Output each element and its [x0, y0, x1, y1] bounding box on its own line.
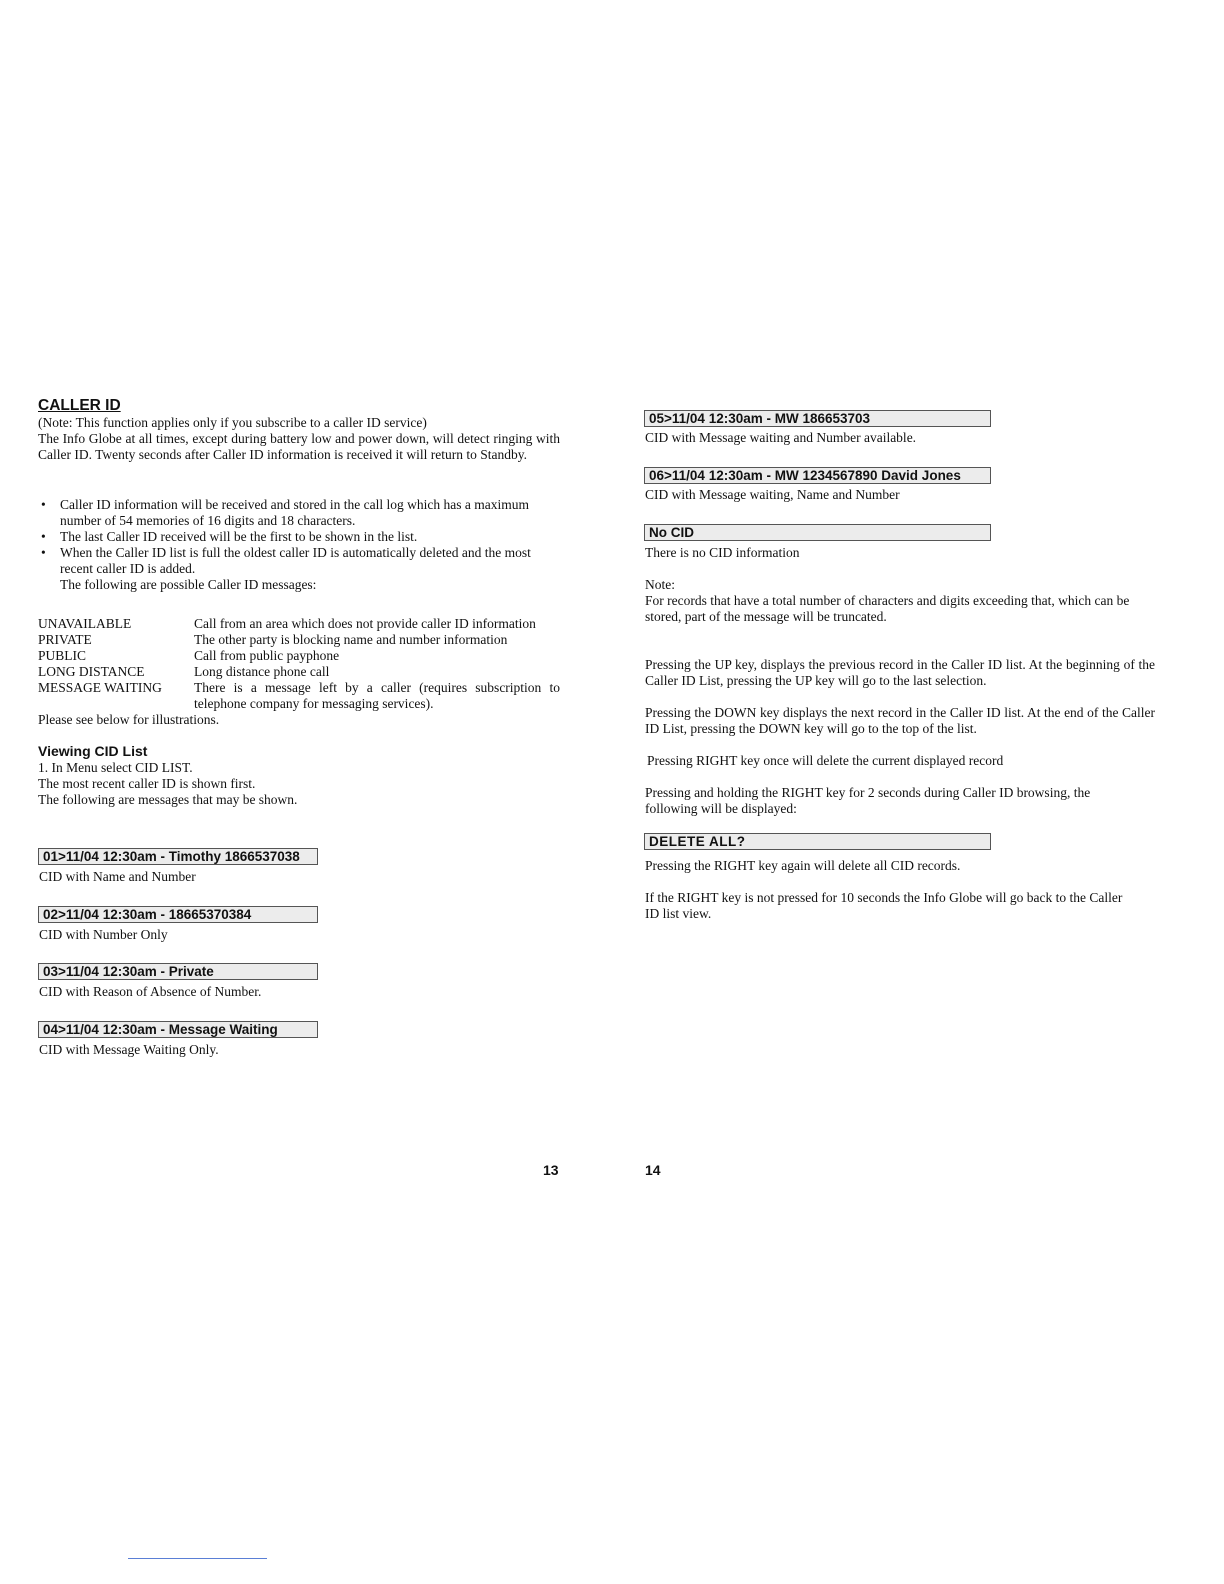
table-row	[38, 648, 560, 664]
viewing-line: 1. In Menu select CID LIST.	[38, 760, 193, 775]
see-below-text: Please see below for illustrations.	[38, 712, 220, 727]
lcd-display-delete: DELETE ALL?	[644, 833, 991, 850]
intro-text: The Info Globe at all times, except during battery low and power down, will detect ringing with Caller ID. Twenty seconds after Caller ID information is received it will return to Standby.	[38, 431, 560, 462]
right-key-text: Pressing RIGHT key once will delete the current displayed record	[647, 753, 1004, 768]
table-row	[38, 616, 560, 632]
display-caption: CID with Message Waiting Only.	[39, 1042, 219, 1057]
lcd-display: 05>11/04 12:30am - MW 186653703	[644, 410, 991, 427]
bullet-item: • The last Caller ID received will be the first to be shown in the list.	[38, 529, 560, 545]
lcd-display: 02>11/04 12:30am - 18665370384	[38, 906, 318, 923]
intro-block	[38, 415, 560, 463]
type-key: LONG DISTANCE	[38, 664, 145, 679]
bullet-item: • Caller ID information will be received and stored in the call log which has a maximum number of 54 memories of 16 digits and 18 characters.	[38, 497, 560, 529]
lcd-display: 04>11/04 12:30am - Message Waiting	[38, 1021, 318, 1038]
page-number-right: 14	[645, 1162, 661, 1178]
viewing-heading: Viewing CID List	[38, 743, 148, 759]
note-label: Note:	[645, 577, 675, 592]
table-row	[38, 680, 560, 712]
lcd-display: 06>11/04 12:30am - MW 1234567890 David Jones	[644, 467, 991, 484]
type-key: PRIVATE	[38, 632, 92, 647]
type-key: UNAVAILABLE	[38, 616, 132, 631]
type-key: MESSAGE WAITING	[38, 680, 162, 695]
message-types-table	[38, 616, 560, 712]
up-key-text: Pressing the UP key, displays the previous record in the Caller ID list. At the beginning of the Caller ID List, pressing the UP key will go to the last selection.	[645, 657, 1155, 688]
type-desc: There is a message left by a caller (requires subscription to telephone company for messaging services).	[194, 680, 560, 711]
display-caption: There is no CID information	[645, 545, 800, 560]
bullet-list-block	[38, 497, 560, 593]
messages-intro: The following are possible Caller ID messages:	[60, 577, 317, 592]
bullet-item: • When the Caller ID list is full the oldest caller ID is automatically deleted and the most recent caller ID is added.	[38, 545, 560, 577]
type-desc: The other party is blocking name and number information	[194, 632, 508, 647]
viewing-line: The following are messages that may be shown.	[38, 792, 298, 807]
type-desc: Long distance phone call	[194, 664, 330, 679]
footnote-rule	[128, 1558, 267, 1559]
display-caption: CID with Name and Number	[39, 869, 196, 884]
type-key: PUBLIC	[38, 648, 87, 663]
delete-caption: Pressing the RIGHT key again will delete all CID records.	[645, 858, 961, 873]
display-caption: CID with Reason of Absence of Number.	[39, 984, 262, 999]
viewing-block	[38, 760, 560, 808]
lcd-display: 01>11/04 12:30am - Timothy 1866537038	[38, 848, 318, 865]
bullet-list	[38, 497, 560, 577]
page-title: CALLER ID	[38, 397, 121, 414]
type-desc: Call from public payphone	[194, 648, 340, 663]
lcd-display: 03>11/04 12:30am - Private	[38, 963, 318, 980]
display-caption: CID with Number Only	[39, 927, 168, 942]
hold-key-text: Pressing and holding the RIGHT key for 2 seconds during Caller ID browsing, the following will be displayed:	[645, 785, 1091, 816]
down-key-text: Pressing the DOWN key displays the next record in the Caller ID list. At the end of the Caller ID List, pressing the DOWN key will go to the top of the list.	[645, 705, 1155, 736]
viewing-line: The most recent caller ID is shown first.	[38, 776, 256, 791]
table-row	[38, 632, 560, 648]
display-caption: CID with Message waiting, Name and Number	[645, 487, 900, 502]
display-caption: CID with Message waiting and Number available.	[645, 430, 917, 445]
table-row	[38, 664, 560, 680]
intro-note: (Note: This function applies only if you subscribe to a caller ID service)	[38, 415, 427, 430]
type-desc: Call from an area which does not provide caller ID information	[194, 616, 536, 631]
note-text: For records that have a total number of characters and digits exceeding that, which can be stored, part of the message will be truncated.	[645, 593, 1130, 624]
note-block	[645, 577, 1165, 625]
timeout-text: If the RIGHT key is not pressed for 10 seconds the Info Globe will go back to the Caller ID list view.	[645, 890, 1123, 921]
lcd-display: No CID	[644, 524, 991, 541]
page-number-left: 13	[543, 1162, 559, 1178]
